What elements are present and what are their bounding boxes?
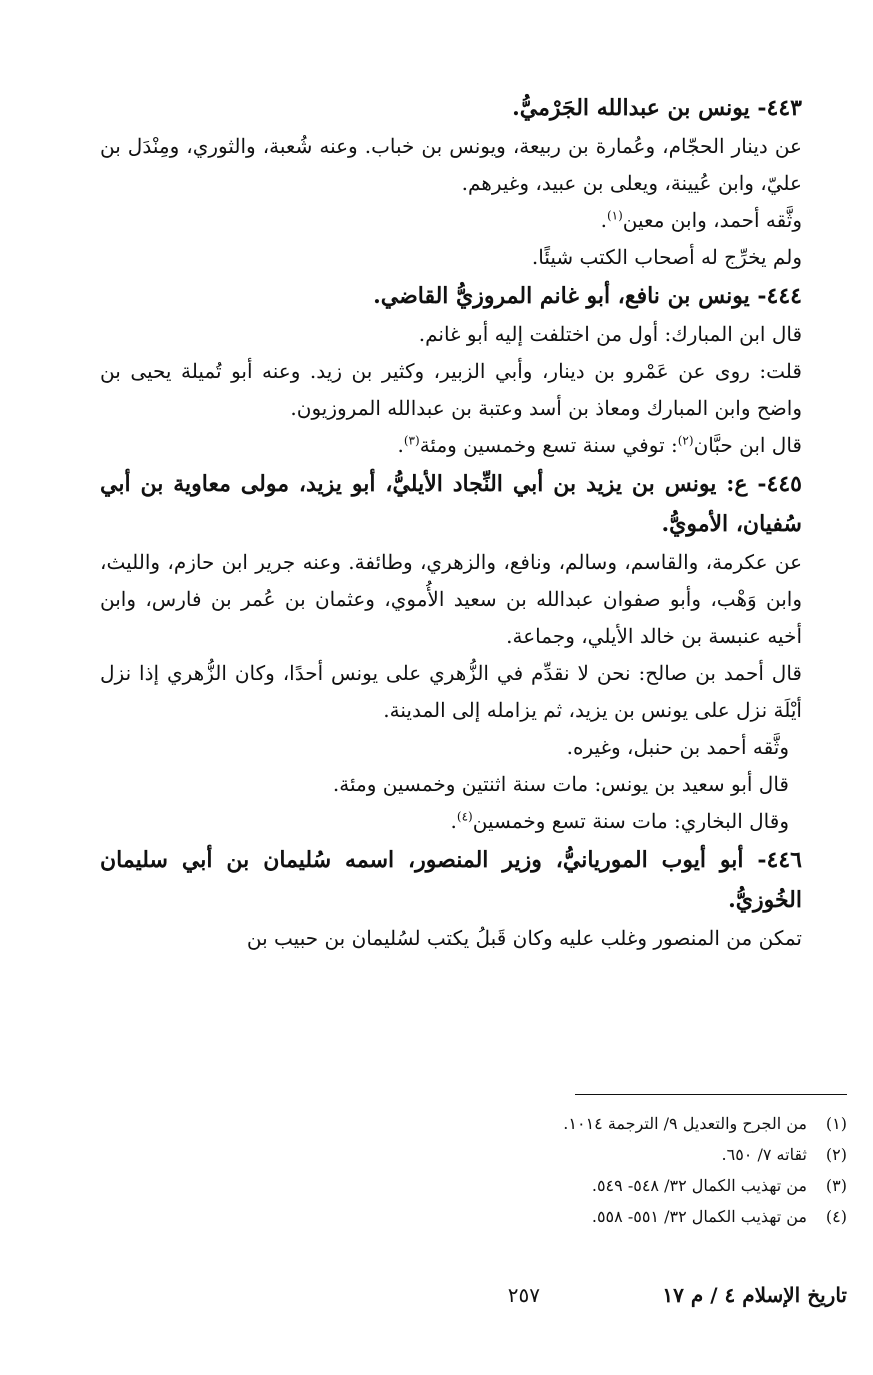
footnote-text: ثقاته ٧/ ٦٥٠. [721, 1145, 807, 1164]
entry-paragraph: قلت: روى عن عَمْرو بن دينار، وأبي الزبير، وكثير بن زيد. وعنه أبو تُميلة يحيى بن واضح وابن المبارك ومعاذ بن أسد وعتبة بن عبدالله المروزيون. [100, 359, 802, 420]
footnote-number: (١) [825, 1114, 847, 1133]
entry-heading-446: ٤٤٦- أبو أيوب الموريانيُّ، وزير المنصور، اسمه سُليمان بن أبي سليمان الخُوزيُّ. [100, 847, 802, 913]
entry-paragraph: قال أبو سعيد بن يونس: مات سنة اثنتين وخمسين ومئة. [332, 772, 789, 796]
footnote-text: من تهذيب الكمال ٣٢/ ٥٤٨- ٥٤٩. [591, 1176, 807, 1195]
footnote [100, 1108, 847, 1139]
footnote-text: من تهذيب الكمال ٣٢/ ٥٥١- ٥٥٨. [591, 1207, 807, 1226]
entry-paragraph: قال ابن حبَّان$^{(٢)}$: توفي سنة تسع وخمسين ومئة$^{(٣)}$. [397, 433, 802, 457]
main-text [100, 88, 847, 957]
entry-paragraph: وقال البخاري: مات سنة تسع وخمسين$^{(٤)}$. [450, 809, 789, 833]
page-footer [100, 1283, 847, 1323]
entry-paragraph: قال أحمد بن صالح: نحن لا نقدِّم في الزُّهري على يونس أحدًا، وكان الزُّهري إذا نزل أيْلَة نزل على يونس بن يزيد، ثم يزامله إلى المدينة. [100, 661, 802, 722]
footnote-ref: (٤) [456, 809, 473, 824]
entry-heading-443: ٤٤٣- يونس بن عبدالله الجَرْميُّ. [512, 95, 802, 121]
entry-paragraph: وثَّقه أحمد، وابن معين$^{(١)}$. [600, 208, 802, 232]
book-title: تاريخ الإسلام ٤ / م ١٧ [662, 1283, 847, 1307]
entry-paragraph: وثَّقه أحمد بن حنبل، وغيره. [566, 735, 789, 759]
entry-paragraph: عن عكرمة، والقاسم، وسالم، ونافع، والزهري، وطائفة. وعنه جرير ابن حازم، والليث، وابن وَهْب، وأبو صفوان عبدالله بن سعيد الأُموي، وعثمان بن عُمر بن فارس، وابن أخيه عنبسة بن خالد الأيلي، وجماعة. [100, 550, 802, 648]
entry-heading-444: ٤٤٤- يونس بن نافع، أبو غانم المروزيُّ القاضي. [373, 283, 802, 309]
entry-paragraph: قال ابن المبارك: أول من اختلفت إليه أبو غانم. [418, 322, 802, 346]
footnote-ref: (١) [606, 208, 623, 223]
page-number: ٢٥٧ [507, 1283, 540, 1307]
footnote-text: من الجرح والتعديل ٩/ الترجمة ١٠١٤. [563, 1114, 807, 1133]
footnote-number: (٣) [825, 1176, 847, 1195]
entry-paragraph: ولم يخرِّج له أصحاب الكتب شيئًا. [531, 245, 802, 269]
footnote [100, 1170, 847, 1201]
entry-paragraph: عن دينار الحجّام، وعُمارة بن ربيعة، ويونس بن خباب. وعنه شُعبة، والثوري، ومِنْدَل بن عليّ، وابن عُيينة، ويعلى بن عبيد، وغيرهم. [100, 134, 802, 195]
footnote [100, 1139, 847, 1170]
footnote [100, 1201, 847, 1232]
footnote-number: (٤) [825, 1207, 847, 1226]
footnote-number: (٢) [825, 1145, 847, 1164]
entry-heading-445: ٤٤٥- ع: يونس بن يزيد بن أبي النِّجاد الأيليُّ، أبو يزيد، مولى معاوية بن أبي سُفيان، الأمويُّ. [100, 471, 802, 537]
entry-paragraph: تمكن من المنصور وغلب عليه وكان قَبلُ يكتب لسُليمان بن حبيب بن [246, 926, 802, 950]
footnote-ref: (٢) [677, 433, 694, 448]
footnote-ref: (٣) [403, 433, 420, 448]
footnote-separator [575, 1094, 847, 1095]
footnotes [100, 1108, 847, 1232]
